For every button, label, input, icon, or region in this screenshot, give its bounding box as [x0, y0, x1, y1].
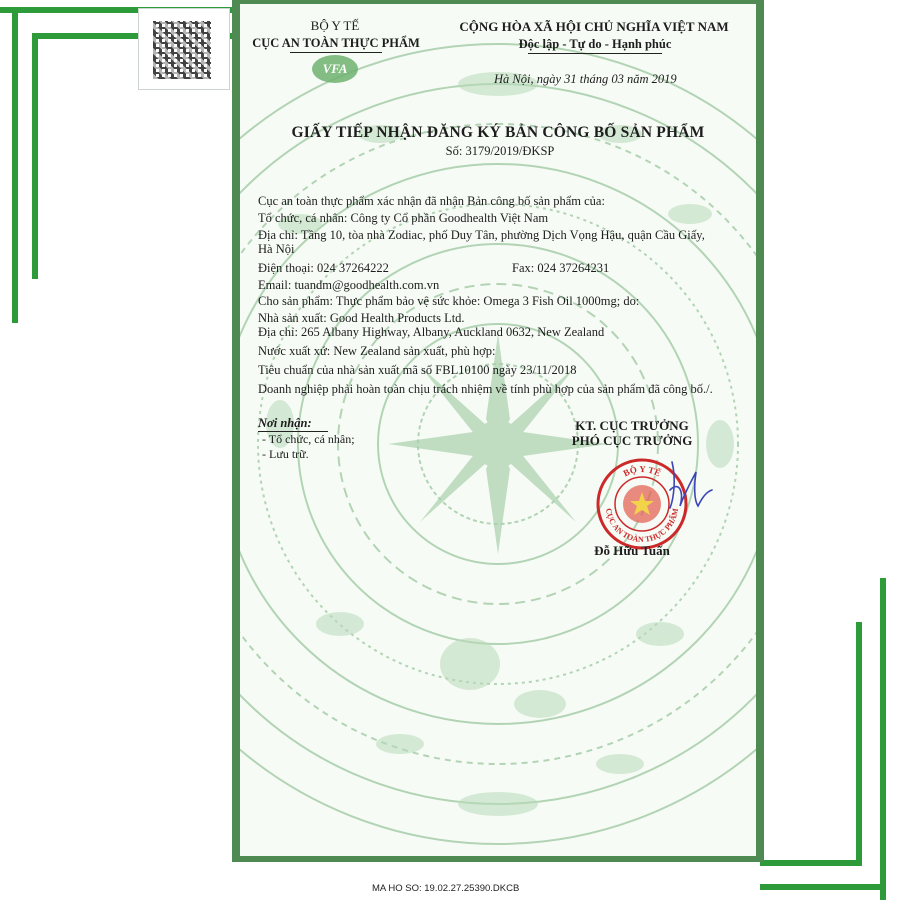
frame-bar-bottom-right-v1: [880, 578, 886, 900]
fax-line: Fax: 024 37264231: [512, 261, 610, 275]
qr-code: [138, 8, 230, 90]
handwritten-signature: [650, 450, 720, 520]
signer-name: Đỗ Hữu Tuấn: [594, 543, 670, 558]
department-name: CỤC AN TOÀN THỰC PHẨM: [252, 36, 420, 50]
recipient-item: - Lưu trữ.: [262, 447, 309, 461]
responsibility-line: Doanh nghiệp phải hoàn toàn chịu trách nhiệm về tính phù hợp của sản phẩm đã công bố./.: [258, 382, 713, 396]
signer-title-2: PHÓ CỤC TRƯỞNG: [571, 433, 693, 448]
national-motto: Độc lập - Tự do - Hạnh phúc: [518, 37, 672, 51]
frame-bar-top-left-v1: [12, 7, 18, 323]
recipients-heading: Nơi nhận:: [258, 416, 312, 430]
motto-underline: [528, 53, 662, 54]
registration-number: Số: 3179/2019/ĐKSP: [445, 144, 555, 158]
dossier-code: MA HO SO: 19.02.27.25390.DKCB: [372, 883, 520, 894]
svg-text:BỘ Y TẾ: BỘ Y TẾ: [621, 463, 663, 479]
svg-text:CỤC AN TOÀN THỰC PHẨM: CỤC AN TOÀN THỰC PHẨM: [604, 507, 681, 545]
issue-date: Hà Nội, ngày 31 tháng 03 năm 2019: [494, 72, 677, 86]
intro-text: Cục an toàn thực phẩm xác nhận đã nhận Bản công bố sản phẩm của:: [258, 194, 605, 208]
frame-bar-top-left-v2: [32, 33, 38, 279]
vfa-logo: VFA: [312, 55, 358, 83]
frame-bar-bottom-right-h1: [760, 884, 886, 890]
standard-line: Tiêu chuẩn của nhà sản xuất mã số FBL10100 ngày 23/11/2018: [258, 363, 577, 377]
organization-line: Tổ chức, cá nhân: Công ty Cổ phần Goodhealth Việt Nam: [258, 211, 549, 225]
department-underline: [290, 52, 382, 53]
manufacturer-address-line: Địa chỉ: 265 Albany Highway, Albany, Auckland 0632, New Zealand: [258, 325, 605, 339]
recipient-item: - Tổ chức, cá nhân;: [262, 432, 355, 446]
frame-bar-bottom-right-h2: [760, 860, 862, 866]
email-line: Email: tuandm@goodhealth.com.vn: [258, 278, 440, 292]
frame-bar-bottom-right-v2: [856, 622, 862, 866]
document-title: GIẤY TIẾP NHẬN ĐĂNG KÝ BẢN CÔNG BỐ SẢN PHẨM: [291, 124, 705, 141]
signer-title-1: KT. CỤC TRƯỞNG: [575, 418, 689, 433]
address-line-cont: Hà Nội: [258, 242, 295, 256]
ministry-name: BỘ Y TẾ: [310, 18, 360, 33]
manufacturer-line: Nhà sản xuất: Good Health Products Ltd.: [258, 311, 465, 325]
origin-line: Nước xuất xứ: New Zealand sản xuất, phù hợp:: [258, 344, 496, 358]
phone-line: Điện thoại: 024 37264222: [258, 261, 389, 275]
address-line: Địa chỉ: Tầng 10, tòa nhà Zodiac, phố Duy Tân, phường Dịch Vọng Hậu, quận Cầu Giấy,: [258, 228, 705, 242]
product-line: Cho sản phẩm: Thực phẩm bảo vệ sức khỏe: Omega 3 Fish Oil 1000mg; do:: [258, 294, 640, 308]
country-name: CỘNG HÒA XÃ HỘI CHỦ NGHĨA VIỆT NAM: [459, 19, 729, 34]
